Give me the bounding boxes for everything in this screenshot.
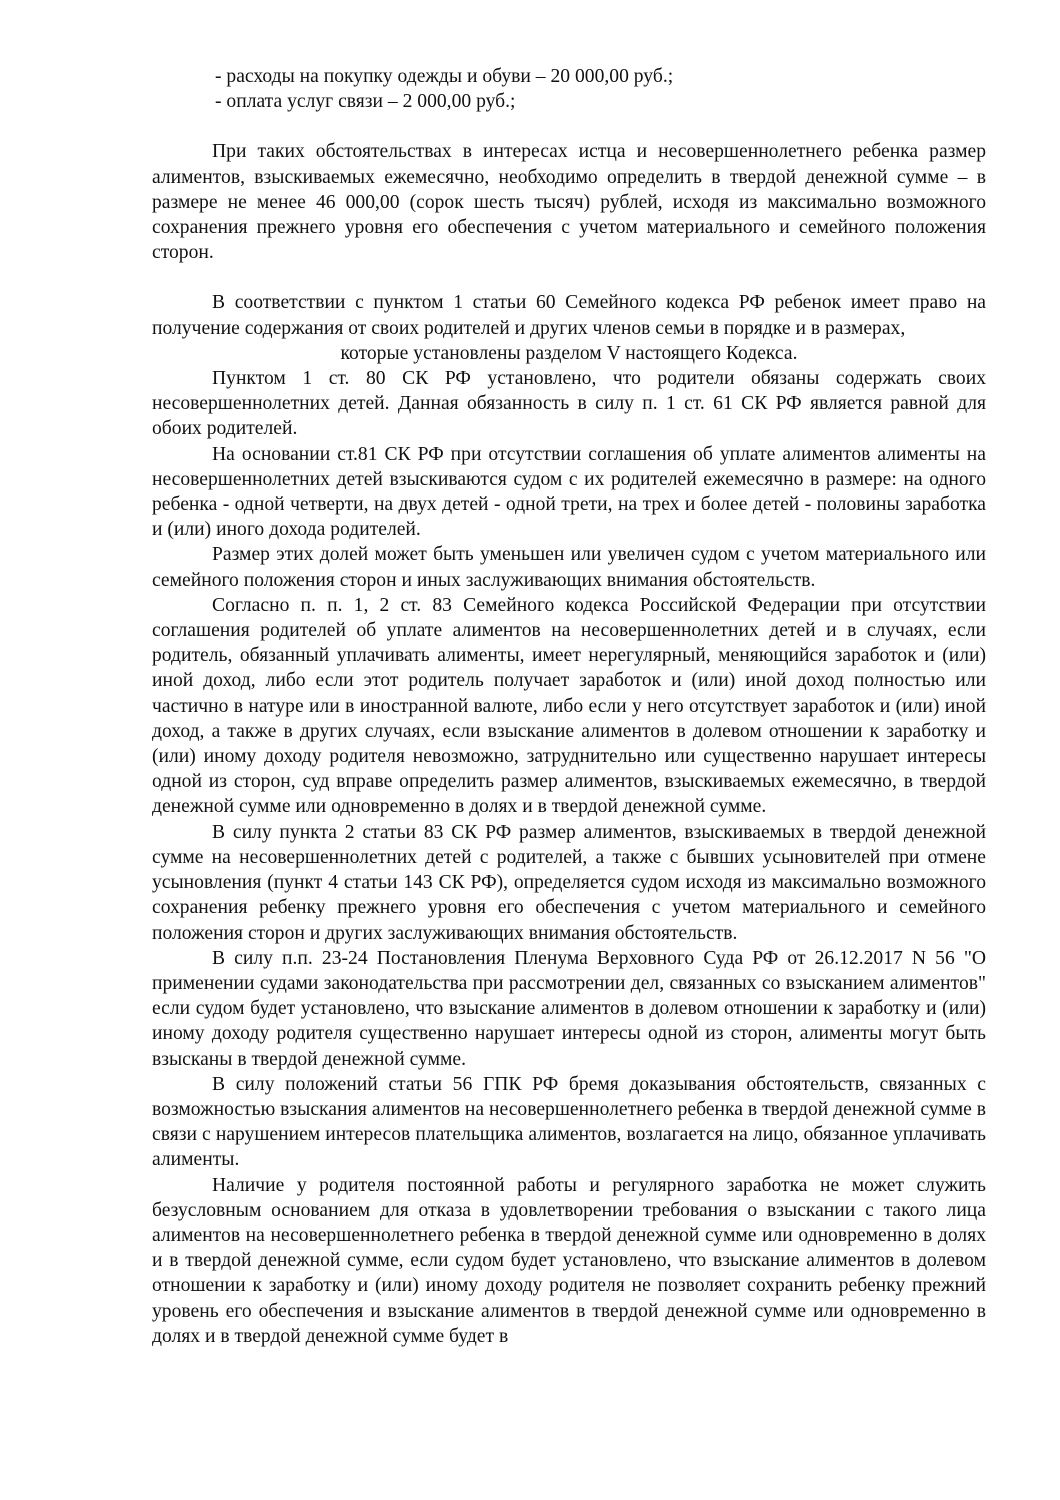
paragraph-article-60-continuation: которые установлены разделом V настоящего Кодекса. bbox=[340, 342, 798, 364]
paragraph-article-81: На основании ст.81 СК РФ при отсутствии соглашения об уплате алиментов алименты на несовершеннолетних детей взыскиваются судом с их родителей ежемесячно в размере: на одного ребенка - одной четверти, на двух детей - одной трети, на трех и более детей - половины заработка и (или) иного дохода родителей. bbox=[152, 443, 986, 541]
paragraph-permanent-work: Наличие у родителя постоянной работы и регулярного заработка не может служить безусловным основанием для отказа в удовлетворении требования о взыскании с такого лица алиментов на несовершеннолетнего ребенка в твердой денежной сумме или одновременно в долях и в твердой денежной сумме, если судом будет установлено, что взыскание алиментов в долевом отношении к заработку и (или) иному доходу родителя не позволяет сохранить ребенку прежний уровень его обеспечения и взыскание алиментов в твердой денежной сумме или одновременно в долях и в твердой денежной сумме будет в bbox=[152, 1174, 986, 1347]
paragraph-article-80: Пунктом 1 ст. 80 СК РФ установлено, что родители обязаны содержать своих несовершеннолетних детей. Данная обязанность в силу п. 1 ст. 61 СК РФ является равной для обоих родителей. bbox=[152, 368, 986, 440]
paragraph-article-60: В соответствии с пунктом 1 статьи 60 Семейного кодекса РФ ребенок имеет право на получение содержания от своих родителей и других членов семьи в порядке и в размерах, bbox=[152, 292, 986, 339]
paragraph-article-83: Согласно п. п. 1, 2 ст. 83 Семейного кодекса Российской Федерации при отсутствии соглашения родителей об уплате алиментов на несовершеннолетних детей и в случаях, если родитель, обязанный уплачивать алименты, имеет нерегулярный, меняющийся заработок и (или) иной доход, либо если этот родитель получает заработок и (или) иной доход полностью или частично в натуре или в иностранной валюте, либо если у него отсутствует заработок и (или) иной доход, а также в других случаях, если взыскание алиментов в долевом отношении к заработку и (или) иному доходу родителя невозможно, затруднительно или существенно нарушает интересы одной из сторон, суд вправе определить размер алиментов, взыскиваемых ежемесячно, в твердой денежной сумме или одновременно в долях и в твердой денежной сумме. bbox=[152, 594, 986, 818]
paragraph-article-56-gpk: В силу положений статьи 56 ГПК РФ бремя доказывания обстоятельств, связанных с возможностью взыскания алиментов на несовершеннолетнего ребенка в твердой денежной сумме в связи с нарушением интересов плательщика алиментов, возлагается на лицо, обязанное уплачивать алименты. bbox=[152, 1073, 986, 1171]
paragraph-share-size: Размер этих долей может быть уменьшен или увеличен судом с учетом материального или семейного положения сторон и иных заслуживающих внимания обстоятельств. bbox=[152, 544, 986, 591]
list-item-clothing: - расходы на покупку одежды и обуви – 20 000,00 руб.; bbox=[215, 66, 674, 87]
paragraph-alimony-amount: При таких обстоятельствах в интересах истца и несовершеннолетнего ребенка размер алиментов, взыскиваемых ежемесячно, необходимо определить в твердой денежной сумме – в размере не менее 46 000,00 (сорок шесть тысяч) рублей, исходя из максимально возможного сохранения прежнего уровня его обеспечения с учетом материального и семейного положения сторон. bbox=[152, 141, 986, 264]
document-body bbox=[152, 64, 986, 1349]
list-item-communication: - оплата услуг связи – 2 000,00 руб.; bbox=[215, 91, 516, 113]
paragraph-article-83-point-2: В силу пункта 2 статьи 83 СК РФ размер алиментов, взыскиваемых в твердой денежной сумме на несовершеннолетних детей с родителей, а также с бывших усыновителей при отмене усыновления (пункт 4 статьи 143 СК РФ), определяется судом исходя из максимально возможного сохранения ребенку прежнего уровня его обеспечения с учетом материального и семейного положения сторон и других заслуживающих внимания обстоятельств. bbox=[152, 821, 986, 944]
paragraph-plenum-resolution: В силу п.п. 23-24 Постановления Пленума Верховного Суда РФ от 26.12.2017 N 56 "О применении судами законодательства при рассмотрении дел, связанных со взысканием алиментов" если судом будет установлено, что взыскание алиментов в долевом отношении к заработку и (или) иному доходу родителя существенно нарушает интересы одной из сторон, алименты могут быть взысканы в твердой денежной сумме. bbox=[152, 947, 986, 1070]
